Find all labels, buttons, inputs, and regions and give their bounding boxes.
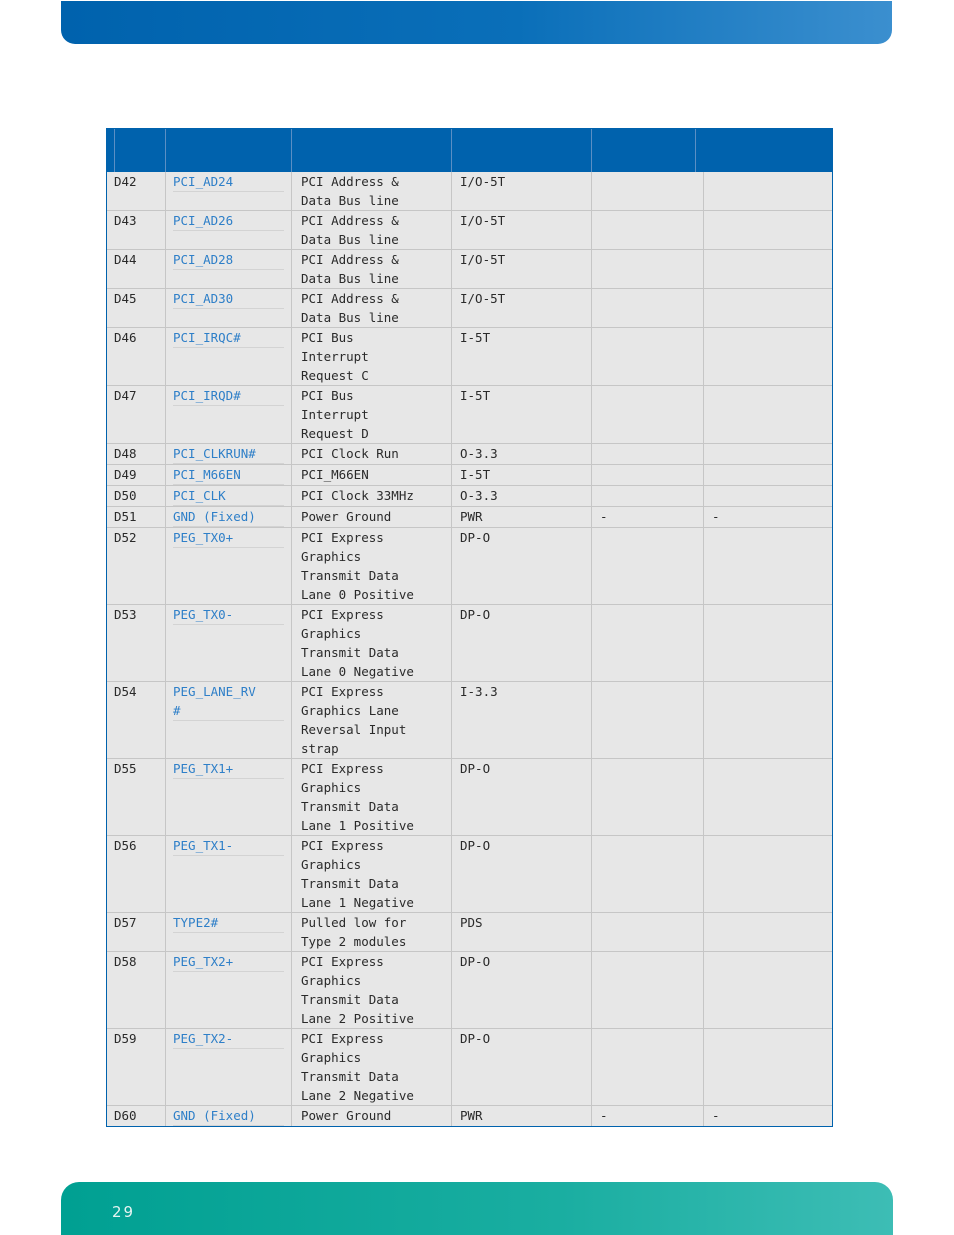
signal-cell-text: PEG_TX1+ (173, 759, 284, 779)
description-cell (292, 1029, 452, 1105)
cell-col5 (592, 250, 704, 288)
signal-cell-text: PCI_IRQD# (173, 386, 284, 406)
table-row (107, 385, 832, 443)
table-row (107, 506, 832, 527)
pin-cell (107, 507, 166, 527)
description-cell-text: Power Ground (301, 1108, 392, 1123)
cell-col5 (592, 444, 704, 464)
description-cell-text: PCI_M66EN (301, 467, 369, 482)
signal-cell-text: PEG_TX2- (173, 1029, 284, 1049)
pin-cell (107, 250, 166, 288)
signal-cell (166, 172, 292, 210)
table-row (107, 249, 832, 288)
type-cell-text: DP-O (460, 530, 491, 545)
cell-col6 (704, 682, 832, 758)
cell-col5 (592, 289, 704, 327)
type-cell (452, 289, 592, 327)
pin-cell-text: D45 (114, 291, 137, 306)
description-cell-text: PCI Express Graphics Transmit Data Lane 1 Positive (301, 761, 414, 833)
pin-cell-text: D60 (114, 1108, 137, 1123)
type-cell-text: I/O-5T (460, 291, 506, 306)
cell-col5 (592, 682, 704, 758)
type-cell-text: I/O-5T (460, 174, 506, 189)
pin-cell-text: D42 (114, 174, 137, 189)
description-cell-text: PCI Express Graphics Transmit Data Lane 0 Positive (301, 530, 414, 602)
pin-cell (107, 528, 166, 604)
type-cell (452, 328, 592, 385)
signal-cell (166, 952, 292, 1028)
type-cell-text: I-3.3 (460, 684, 498, 699)
type-cell (452, 605, 592, 681)
header-divider (114, 129, 115, 172)
footer-banner (61, 1182, 893, 1235)
cell-col6 (704, 211, 832, 249)
signal-cell-text: PEG_TX1- (173, 836, 284, 856)
description-cell-text: PCI Bus Interrupt Request D (301, 388, 369, 441)
type-cell (452, 952, 592, 1028)
pin-cell (107, 444, 166, 464)
pin-cell (107, 913, 166, 951)
cell-col5 (592, 211, 704, 249)
signal-cell-text: PCI_AD28 (173, 250, 284, 270)
cell-col5 (592, 605, 704, 681)
pin-cell (107, 682, 166, 758)
pin-cell (107, 1106, 166, 1126)
signal-cell (166, 386, 292, 443)
pin-cell-text: D59 (114, 1031, 137, 1046)
cell-col6 (704, 444, 832, 464)
description-cell (292, 507, 452, 527)
type-cell (452, 1106, 592, 1126)
cell-col5 (592, 172, 704, 210)
pin-cell (107, 328, 166, 385)
signal-cell (166, 444, 292, 464)
type-cell (452, 172, 592, 210)
description-cell (292, 1106, 452, 1126)
description-cell (292, 836, 452, 912)
description-cell-text: PCI Bus Interrupt Request C (301, 330, 369, 383)
signal-cell (166, 211, 292, 249)
pin-cell-text: D54 (114, 684, 137, 699)
cell-col5 (592, 913, 704, 951)
description-cell-text: PCI Express Graphics Transmit Data Lane 2 Positive (301, 954, 414, 1026)
type-cell-text: I-5T (460, 467, 491, 482)
table-row (107, 288, 832, 327)
signal-cell-text: PEG_TX0- (173, 605, 284, 625)
type-cell-text: I/O-5T (460, 252, 506, 267)
pin-cell-text: D58 (114, 954, 137, 969)
pin-cell-text: D43 (114, 213, 137, 228)
cell-col6 (704, 172, 832, 210)
signal-cell (166, 250, 292, 288)
pin-cell-text: D47 (114, 388, 137, 403)
cell-col6 (704, 1029, 832, 1105)
description-cell (292, 952, 452, 1028)
type-cell-text: O-3.3 (460, 488, 498, 503)
cell-col6 (704, 486, 832, 506)
description-cell-text: PCI Address & Data Bus line (301, 213, 399, 247)
description-cell-text: PCI Express Graphics Lane Reversal Input strap (301, 684, 407, 756)
type-cell (452, 682, 592, 758)
cell-col5 (592, 328, 704, 385)
pin-cell (107, 952, 166, 1028)
type-cell (452, 528, 592, 604)
description-cell (292, 328, 452, 385)
signal-cell-text: TYPE2# (173, 913, 284, 933)
cell-col5 (592, 759, 704, 835)
type-cell (452, 759, 592, 835)
pin-cell-text: D46 (114, 330, 137, 345)
pin-cell-text: D48 (114, 446, 137, 461)
cell-col6 (704, 328, 832, 385)
table-row (107, 1105, 832, 1126)
table-row (107, 681, 832, 758)
type-cell (452, 913, 592, 951)
type-cell-text: I-5T (460, 388, 491, 403)
pin-cell (107, 486, 166, 506)
signal-cell (166, 1029, 292, 1105)
signal-cell-text: PEG_TX2+ (173, 952, 284, 972)
signal-cell (166, 528, 292, 604)
description-cell-text: PCI Clock 33MHz (301, 488, 414, 503)
pin-cell (107, 289, 166, 327)
pin-cell-text: D56 (114, 838, 137, 853)
type-cell (452, 444, 592, 464)
cell-col6 (704, 759, 832, 835)
cell-col5 (592, 1029, 704, 1105)
table-header (107, 129, 832, 172)
header-divider (291, 129, 292, 172)
description-cell (292, 486, 452, 506)
cell-col5 (592, 528, 704, 604)
description-cell (292, 172, 452, 210)
signal-cell-text: PEG_TX0+ (173, 528, 284, 548)
type-cell (452, 465, 592, 485)
pin-cell-text: D51 (114, 509, 137, 524)
cell-col6-text: - (712, 509, 720, 524)
cell-col6 (704, 386, 832, 443)
table-row (107, 172, 832, 210)
table-row (107, 835, 832, 912)
cell-col5 (592, 465, 704, 485)
table-row (107, 464, 832, 485)
description-cell-text: Pulled low for Type 2 modules (301, 915, 407, 949)
page-number: 29 (112, 1203, 136, 1221)
type-cell-text: PWR (460, 1108, 483, 1123)
table-row (107, 1028, 832, 1105)
table-row (107, 912, 832, 951)
signal-cell-text: PCI_AD30 (173, 289, 284, 309)
pin-cell-text: D57 (114, 915, 137, 930)
description-cell-text: Power Ground (301, 509, 392, 524)
type-cell-text: O-3.3 (460, 446, 498, 461)
type-cell (452, 836, 592, 912)
signal-cell-text: PCI_IRQC# (173, 328, 284, 348)
description-cell (292, 386, 452, 443)
description-cell-text: PCI Address & Data Bus line (301, 174, 399, 208)
description-cell (292, 289, 452, 327)
type-cell-text: I/O-5T (460, 213, 506, 228)
table-row (107, 210, 832, 249)
signal-cell (166, 682, 292, 758)
type-cell-text: I-5T (460, 330, 491, 345)
description-cell (292, 211, 452, 249)
description-cell (292, 250, 452, 288)
pin-cell (107, 172, 166, 210)
description-cell (292, 465, 452, 485)
table-row (107, 485, 832, 506)
cell-col5 (592, 486, 704, 506)
description-cell (292, 759, 452, 835)
pin-cell-text: D53 (114, 607, 137, 622)
signal-cell (166, 836, 292, 912)
cell-col6 (704, 507, 832, 527)
pin-cell-text: D52 (114, 530, 137, 545)
cell-col6 (704, 250, 832, 288)
description-cell-text: PCI Address & Data Bus line (301, 252, 399, 286)
type-cell-text: DP-O (460, 761, 491, 776)
header-divider (451, 129, 452, 172)
signal-cell-text: GND (Fixed) (173, 507, 284, 527)
table-row (107, 951, 832, 1028)
header-banner (61, 1, 892, 44)
table-body (107, 172, 832, 1126)
pin-cell (107, 386, 166, 443)
cell-col5 (592, 386, 704, 443)
pin-cell-text: D49 (114, 467, 137, 482)
signal-cell (166, 605, 292, 681)
signal-cell (166, 289, 292, 327)
signal-cell (166, 328, 292, 385)
type-cell-text: DP-O (460, 607, 491, 622)
cell-col6 (704, 913, 832, 951)
pin-cell-text: D44 (114, 252, 137, 267)
signal-cell (166, 465, 292, 485)
type-cell-text: DP-O (460, 954, 491, 969)
description-cell-text: PCI Address & Data Bus line (301, 291, 399, 325)
type-cell-text: PWR (460, 509, 483, 524)
signal-cell-text: PCI_AD24 (173, 172, 284, 192)
type-cell (452, 386, 592, 443)
table-row (107, 527, 832, 604)
signal-cell (166, 507, 292, 527)
type-cell-text: DP-O (460, 838, 491, 853)
header-divider (695, 129, 696, 172)
cell-col5-text: - (600, 509, 608, 524)
pin-cell (107, 605, 166, 681)
cell-col6 (704, 1106, 832, 1126)
signal-cell-text: PCI_CLKRUN# (173, 444, 284, 464)
type-cell (452, 211, 592, 249)
cell-col6 (704, 605, 832, 681)
description-cell (292, 444, 452, 464)
pin-cell-text: D50 (114, 488, 137, 503)
signal-cell-text: PCI_CLK (173, 486, 284, 506)
cell-col5 (592, 836, 704, 912)
type-cell (452, 250, 592, 288)
cell-col5 (592, 1106, 704, 1126)
table-row (107, 443, 832, 464)
type-cell (452, 486, 592, 506)
type-cell-text: PDS (460, 915, 483, 930)
description-cell (292, 528, 452, 604)
description-cell-text: PCI Express Graphics Transmit Data Lane 1 Negative (301, 838, 414, 910)
signal-cell-text: GND (Fixed) (173, 1106, 284, 1126)
type-cell (452, 1029, 592, 1105)
cell-col5-text: - (600, 1108, 608, 1123)
cell-col6-text: - (712, 1108, 720, 1123)
header-divider (165, 129, 166, 172)
description-cell-text: PCI Express Graphics Transmit Data Lane 2 Negative (301, 1031, 414, 1103)
description-cell (292, 605, 452, 681)
signal-cell-text: PCI_M66EN (173, 465, 284, 485)
signal-cell-text: PCI_AD26 (173, 211, 284, 231)
table-row (107, 604, 832, 681)
header-divider (591, 129, 592, 172)
description-cell (292, 682, 452, 758)
table-row (107, 327, 832, 385)
description-cell-text: PCI Express Graphics Transmit Data Lane 0 Negative (301, 607, 414, 679)
type-cell (452, 507, 592, 527)
pin-cell (107, 465, 166, 485)
signal-cell-text: PEG_LANE_RV # (173, 682, 284, 721)
cell-col5 (592, 507, 704, 527)
table-row (107, 758, 832, 835)
signal-cell (166, 486, 292, 506)
description-cell (292, 913, 452, 951)
cell-col5 (592, 952, 704, 1028)
pin-cell-text: D55 (114, 761, 137, 776)
pin-cell (107, 211, 166, 249)
pin-cell (107, 759, 166, 835)
cell-col6 (704, 528, 832, 604)
pin-cell (107, 1029, 166, 1105)
description-cell-text: PCI Clock Run (301, 446, 399, 461)
signal-cell (166, 913, 292, 951)
signal-cell (166, 759, 292, 835)
type-cell-text: DP-O (460, 1031, 491, 1046)
signal-cell (166, 1106, 292, 1126)
cell-col6 (704, 952, 832, 1028)
cell-col6 (704, 289, 832, 327)
pin-table (106, 128, 833, 1127)
cell-col6 (704, 836, 832, 912)
cell-col6 (704, 465, 832, 485)
pin-cell (107, 836, 166, 912)
